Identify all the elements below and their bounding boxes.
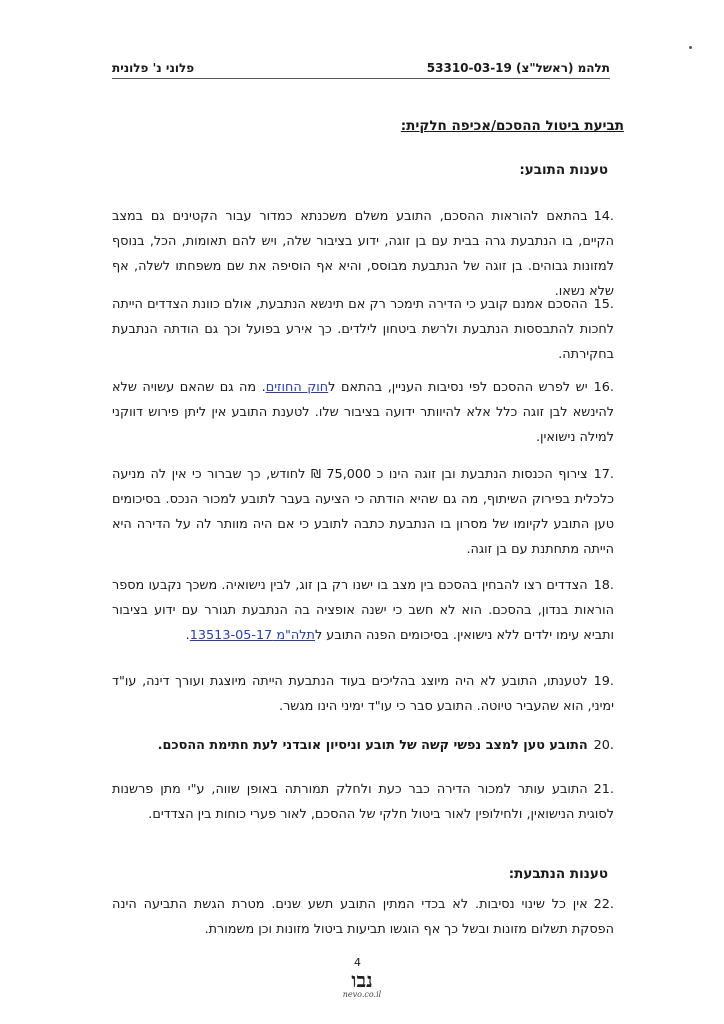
page-number: 4 — [354, 956, 361, 969]
paragraph-19 — [112, 669, 614, 719]
paragraph-21 — [112, 777, 614, 827]
paragraph-text: ההסכם אמנם קובע כי הדירה תימכר רק אם תינשא הנתבעת, אולם כוונת הצדדים הייתה לחכות להתבססות הנתבעת ולרשת ביטחון לילדים. כך אירע בפועל וכך גם הודתה הנתבעת בחקירתה. — [112, 297, 614, 362]
paragraph-number: .20 — [593, 738, 614, 753]
paragraph-number: .17 — [593, 467, 614, 482]
paragraph-text-start: יש לפרש ההסכם לפי נסיבות העניין, בהתאם ל — [328, 380, 588, 395]
paragraph-14 — [112, 204, 614, 304]
paragraph-22 — [112, 892, 614, 942]
paragraph-number: .22 — [593, 897, 614, 912]
paragraph-text: התובע עותר למכור הדירה כבר כעת ולחלק תמורתה באופן שווה, ע"י מתן פרשנות לסוגית הנישואין, ולחילופין לאור ביטול חלקי של ההסכם, לאור פערי כוחות בין הצדדים. — [112, 782, 614, 822]
paragraph-number: .14 — [593, 209, 614, 224]
paragraph-text: צירוף הכנסות הנתבעת ובן זוגה הינו כ 75,000 ₪ לחודש, כך שברור כי אין לה מניעה כלכלית בפירוק השיתוף, מה גם שהיא הודתה כי הציעה בעבר לתובע למכור הנכס. בסיכומים טען התובע לקיומו של מסרון בו הנתבעת כתבה לתובע כי אם היה מוותר לה על הדירה היא הייתה מתחתנת עם בן זוגה. — [112, 467, 614, 557]
paragraph-16 — [112, 375, 614, 450]
nevo-logo — [336, 970, 388, 1000]
plaintiff-claims-heading: טענות התובע: — [519, 162, 608, 178]
section-title: תביעת ביטול ההסכם/אכיפה חלקית: — [400, 118, 624, 134]
paragraph-number: .19 — [593, 674, 614, 689]
paragraph-text: בהתאם להוראות ההסכם, התובע משלם משכנתא כמדור עבור הקטינים גם במצב הקיים, בו הנתבעת גרה בבית עם בן זוגה, ידוע בציבור שלה, ויש להם תאומות, הכל, בנוסף למזונות גבוהים. בן זוגה של הנתבעת מבוסס, והיא אף הוסיפה את שם משפחתו לשלה, אף שלא נשאו. — [112, 209, 614, 299]
paragraph-20 — [112, 733, 614, 758]
paragraph-number: .21 — [593, 782, 614, 797]
paragraph-number: .16 — [593, 380, 614, 395]
paragraph-15 — [112, 292, 614, 367]
case-reference-link[interactable]: תלה"מ 13513-05-17 — [189, 628, 315, 643]
header-parties: פלוני נ' פלונית — [112, 61, 195, 75]
paragraph-text-start: הצדדים רצו להבחין בהסכם בין מצב בו ישנו רק בן זוג, לבין נישואיה. משכך נקבעו מספר הוראות בנדון, בהסכם. הוא לא חשב כי ישנה אופציה בה הנתבעת תגורר עם ידוע בציבור ותביא עימו ילדים ללא נישואין. בסיכומים הפנה התובע ל — [112, 578, 614, 643]
header-case-number: תלהמ (ראשל"צ) 53310-03-19 — [426, 61, 610, 75]
paragraph-text: לטענתו, התובע לא היה מיוצג בהליכים בעוד הנתבעת הייתה מיוצגת ועורך דינה, עו"ד ימיני, הוא שהעביר טיוטה. התובע סבר כי עו"ד ימיני הינו מגשר. — [112, 674, 614, 714]
paragraph-text: אין כל שינוי נסיבות. לא בכדי המתין התובע תשע שנים. מטרת הגשת התביעה הינה הפסקת תשלום מזונות ובשל כך אף הוגשו תביעות ביטול מזונות וכן משמורת. — [112, 897, 614, 937]
defendant-claims-heading: טענות הנתבעת: — [508, 866, 608, 882]
paragraph-number: .18 — [593, 578, 614, 593]
paragraph-text-end: . — [185, 628, 190, 643]
logo-subtext: nevo.co.il — [342, 990, 382, 999]
paragraph-18 — [112, 573, 614, 648]
paragraph-text-end: . מה גם שהאם עשויה שלא להינשא לבן זוגה כלל אלא להיוותר ידועה בציבור שלו. לטענת התובע אין ליתן פירוש דווקני למילה נישואין. — [112, 380, 614, 445]
scan-speck — [689, 46, 692, 49]
paragraph-number: .15 — [593, 297, 614, 312]
contracts-law-link[interactable]: חוק החוזים — [265, 380, 329, 395]
paragraph-text: התובע טען למצב נפשי קשה של תובע וניסיון אובדני לעת חתימת ההסכם. — [157, 738, 588, 753]
paragraph-17 — [112, 462, 614, 562]
logo-mark: נבו — [351, 968, 373, 992]
page-header — [112, 56, 610, 79]
